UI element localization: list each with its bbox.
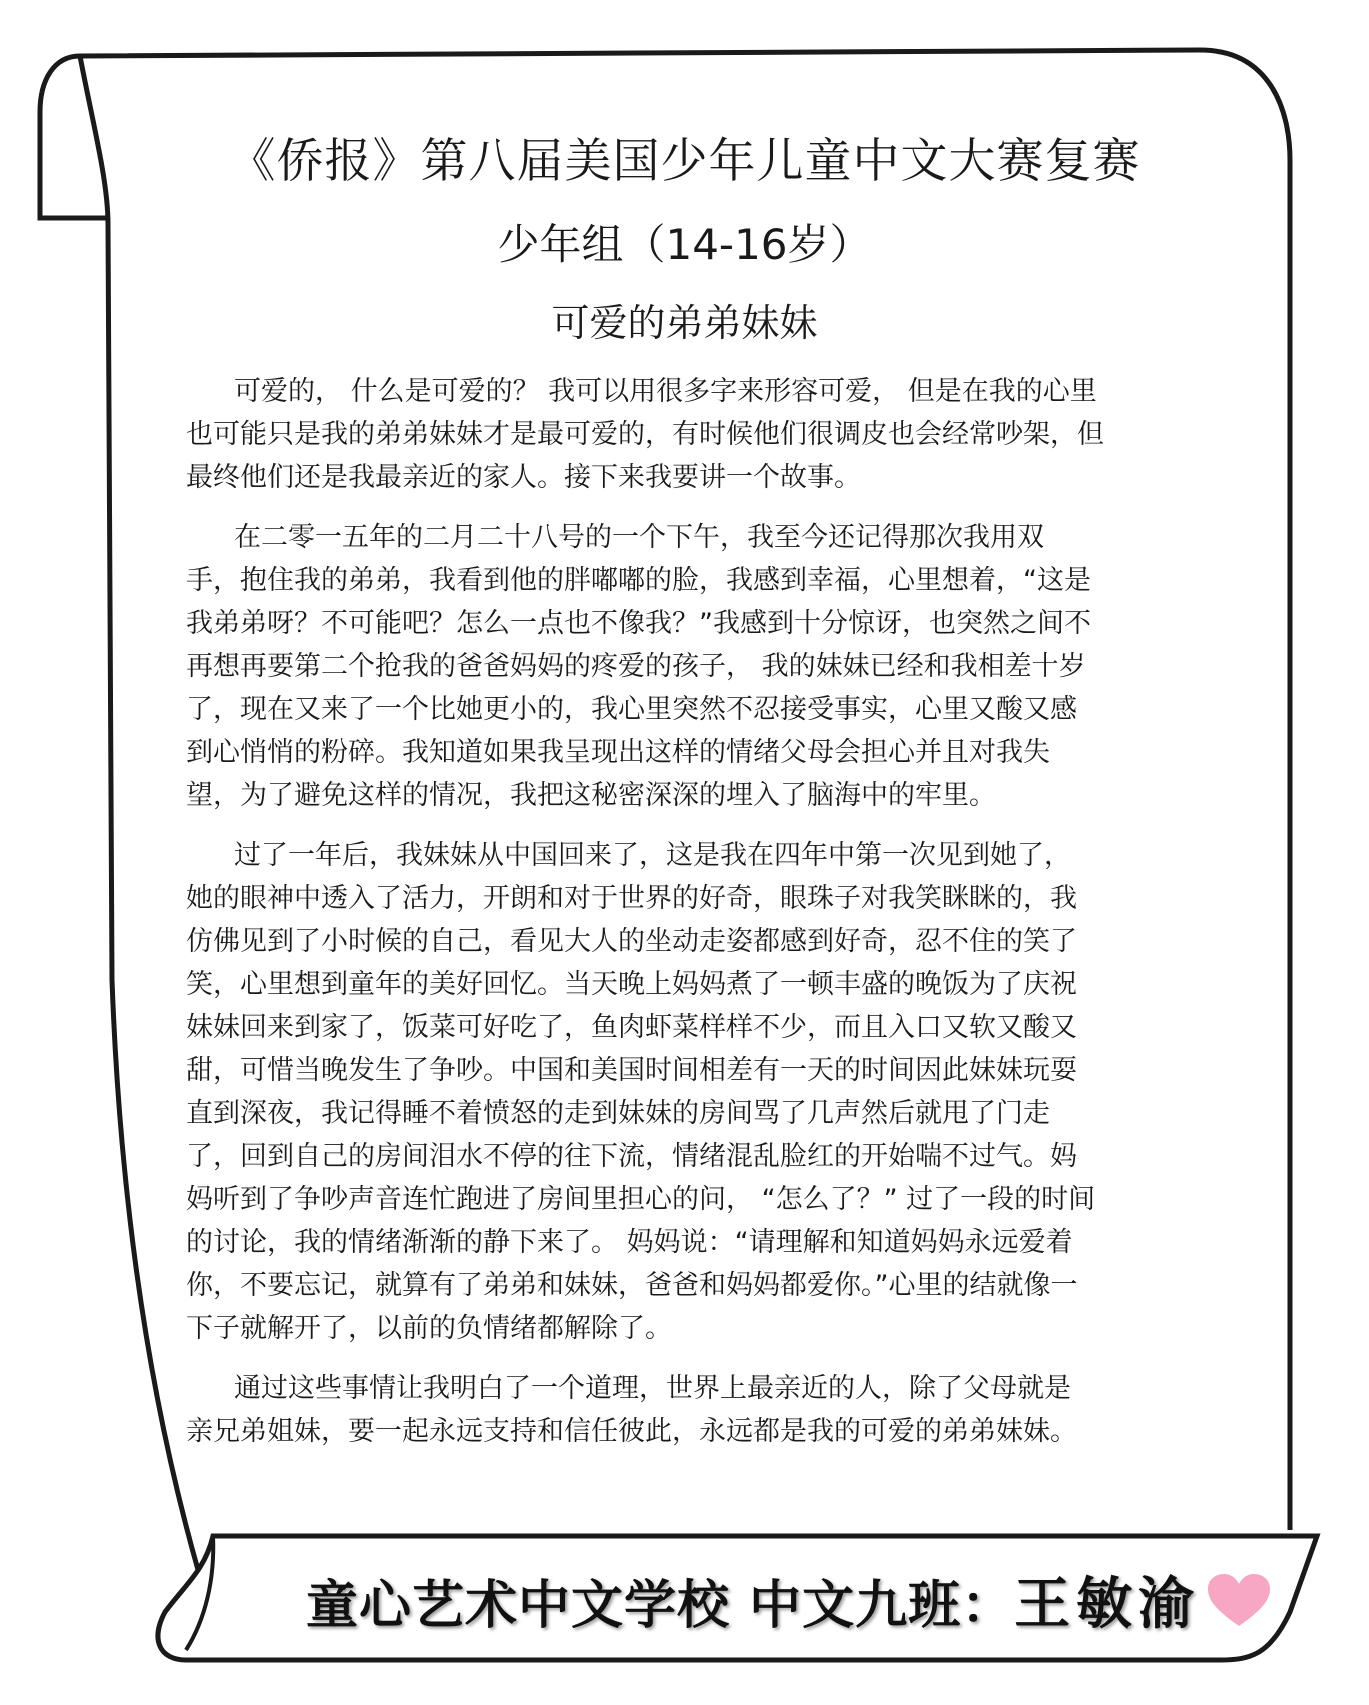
essay-title: 可爱的弟弟妹妹 <box>551 301 818 345</box>
essay-line: 通过这些事情让我明白了一个道理，世界上最亲近的人，除了父母就是 <box>234 1373 1071 1404</box>
heart-shape <box>1208 1574 1270 1626</box>
essay-line: 最终他们还是我最亲近的家人。接下来我要讲一个故事。 <box>186 462 861 493</box>
essay-paragraph-1 <box>186 370 1196 499</box>
essay-line: 亲兄弟姐妹，要一起永远支持和信任彼此，永远都是我的可爱的弟弟妹妹。 <box>186 1416 1077 1447</box>
footer-signature <box>306 1555 1272 1645</box>
essay-body <box>186 370 1196 1470</box>
heart-icon <box>1206 1572 1272 1628</box>
essay-line: 再想再要第二个抢我的爸爸妈妈的疼爱的孩子， 我的妹妹已经和我相差十岁 <box>186 651 1086 682</box>
essay-line: 了，现在又来了一个比她更小的，我心里突然不忍接受事实，心里又酸又感 <box>186 694 1077 725</box>
essay-line: 笑，心里想到童年的美好回忆。当天晚上妈妈煮了一顿丰盛的晚饭为了庆祝 <box>186 969 1077 1000</box>
essay-line: 下子就解开了，以前的负情绪都解除了。 <box>186 1313 672 1344</box>
essay-line: 手，抱住我的弟弟，我看到他的胖嘟嘟的脸，我感到幸福，心里想着，“这是 <box>186 565 1091 596</box>
essay-line: 在二零一五年的二月二十八号的一个下午，我至今还记得那次我用双 <box>234 522 1044 553</box>
contest-title: 《侨报》第八届美国少年儿童中文大赛复赛 <box>228 134 1141 189</box>
essay-line: 甜，可惜当晚发生了争吵。中国和美国时间相差有一天的时间因此妹妹玩耍 <box>186 1055 1077 1086</box>
essay-line: 也可能只是我的弟弟妹妹才是最可爱的，有时候他们很调皮也会经常吵架，但 <box>186 419 1104 450</box>
essay-paragraph-4 <box>186 1367 1196 1453</box>
essay-line: 的讨论，我的情绪渐渐的静下来了。 妈妈说：“请理解和知道妈妈永远爱着 <box>186 1227 1073 1258</box>
essay-line: 妹妹回来到家了，饭菜可好吃了，鱼肉虾菜样样不少，而且入口又软又酸又 <box>186 1012 1077 1043</box>
essay-paragraph-2 <box>186 516 1196 817</box>
essay-line: 仿佛见到了小时候的自己，看见大人的坐动走姿都感到好奇，忍不住的笑了 <box>186 926 1077 957</box>
essay-line: 可爱的， 什么是可爱的？ 我可以用很多字来形容可爱， 但是在我的心里 <box>234 376 1097 407</box>
essay-line: 望，为了避免这样的情况，我把这秘密深深的埋入了脑海中的牢里。 <box>186 780 996 811</box>
essay-line: 了，回到自己的房间泪水不停的往下流，情绪混乱脸红的开始喘不过气。妈 <box>186 1141 1077 1172</box>
essay-line: 直到深夜，我记得睡不着愤怒的走到妹妹的房间骂了几声然后就甩了门走 <box>186 1098 1050 1129</box>
essay-line: 过了一年后，我妹妹从中国回来了，这是我在四年中第一次见到她了， <box>234 840 1071 871</box>
group-title: 少年组（14-16岁） <box>497 220 872 269</box>
essay-line: 妈听到了争吵声音连忙跑进了房间里担心的问， “怎么了？” 过了一段的时间 <box>186 1184 1096 1215</box>
essay-line: 你，不要忘记，就算有了弟弟和妹妹，爸爸和妈妈都爱你。”心里的结就像一 <box>186 1270 1078 1301</box>
essay-line: 她的眼神中透入了活力，开朗和对于世界的好奇，眼珠子对我笑眯眯的，我 <box>186 883 1077 914</box>
school-class-label: 童心艺术中文学校 中文九班： <box>306 1575 1015 1636</box>
essay-paragraph-3 <box>186 834 1196 1350</box>
student-name: 王敏渝 <box>1014 1571 1201 1637</box>
essay-line: 我弟弟呀？不可能吧？怎么一点也不像我？”我感到十分惊讶，也突然之间不 <box>186 608 1091 639</box>
essay-line: 到心悄悄的粉碎。我知道如果我呈现出这样的情绪父母会担心并且对我失 <box>186 737 1050 768</box>
